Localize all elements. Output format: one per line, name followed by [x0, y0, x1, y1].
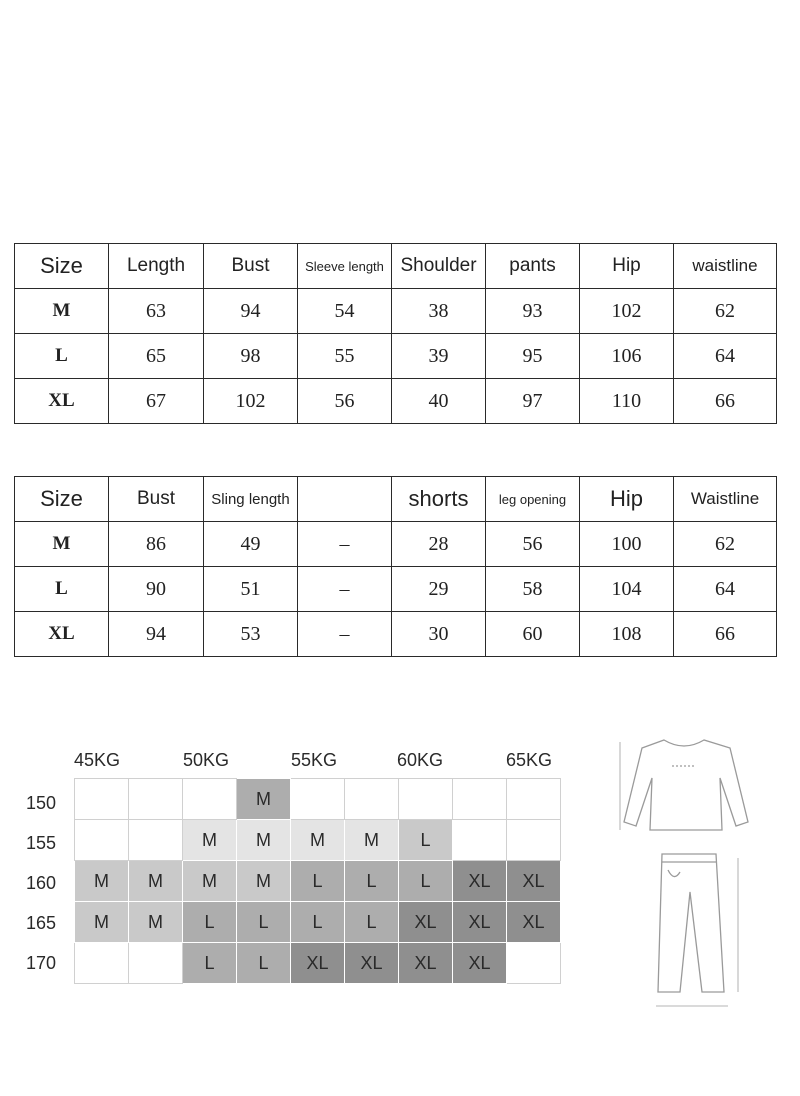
cell-hip: 106 [580, 334, 674, 379]
fit-grid-cell [507, 820, 561, 861]
height-label: 155 [26, 833, 57, 853]
fit-grid-cell [183, 779, 237, 820]
fit-grid-cell: M [129, 902, 183, 943]
fit-grid-cell: L [291, 902, 345, 943]
cell-pants: 95 [486, 334, 580, 379]
fit-grid-cell [453, 779, 507, 820]
fit-grid-cell: M [345, 820, 399, 861]
cell-length: 67 [109, 379, 204, 424]
fit-grid [74, 778, 561, 984]
cell-sleeve-length: 56 [298, 379, 392, 424]
cell-blank: – [298, 567, 392, 612]
fit-grid-cell [75, 943, 129, 984]
cell-size: L [15, 334, 109, 379]
table-row [15, 522, 777, 567]
weight-label: 50KG [183, 750, 230, 770]
cell-size: M [15, 289, 109, 334]
fit-grid-cell [75, 779, 129, 820]
header-size: Size [15, 244, 109, 289]
header-leg-opening: leg opening [486, 477, 580, 522]
fit-grid-cell: L [237, 943, 291, 984]
fit-grid-cell: XL [291, 943, 345, 984]
cell-leg-opening: 58 [486, 567, 580, 612]
weight-label: 60KG [397, 750, 444, 770]
header-length: Length [109, 244, 204, 289]
cell-shoulder: 40 [392, 379, 486, 424]
header-blank [298, 477, 392, 522]
header-sleeve-length: Sleeve length [298, 244, 392, 289]
fit-grid-row [75, 902, 561, 943]
cell-bust: 94 [204, 289, 298, 334]
cell-waistline: 64 [674, 567, 777, 612]
fit-grid-cell: L [399, 861, 453, 902]
table-header-row [15, 244, 777, 289]
cell-hip: 100 [580, 522, 674, 567]
fit-grid-cell: L [183, 902, 237, 943]
weight-label: 55KG [291, 750, 338, 770]
fit-grid-cell [507, 779, 561, 820]
fit-grid-cell [453, 820, 507, 861]
fit-grid-cell [129, 820, 183, 861]
header-bust: Bust [109, 477, 204, 522]
header-waistline: waistline [674, 244, 777, 289]
cell-bust: 102 [204, 379, 298, 424]
cell-shorts: 29 [392, 567, 486, 612]
fit-grid-row [75, 943, 561, 984]
cell-hip: 102 [580, 289, 674, 334]
cell-shorts: 30 [392, 612, 486, 657]
fit-grid-cell: M [237, 820, 291, 861]
cell-pants: 97 [486, 379, 580, 424]
cell-sling-length: 51 [204, 567, 298, 612]
height-label: 170 [26, 953, 57, 973]
cell-waistline: 66 [674, 612, 777, 657]
cell-waistline: 62 [674, 522, 777, 567]
fit-grid-cell [129, 779, 183, 820]
fit-grid-cell: M [291, 820, 345, 861]
table-row [15, 379, 777, 424]
cell-sling-length: 53 [204, 612, 298, 657]
header-shoulder: Shoulder [392, 244, 486, 289]
height-label: 150 [26, 793, 57, 813]
fit-grid-cell: XL [345, 943, 399, 984]
cell-size: XL [15, 612, 109, 657]
fit-grid-cell: M [183, 820, 237, 861]
fit-grid-cell [129, 943, 183, 984]
size-table-bottom [14, 476, 777, 657]
cell-hip: 108 [580, 612, 674, 657]
fit-grid-cell: XL [507, 861, 561, 902]
table-row [15, 612, 777, 657]
fit-grid-cell: XL [507, 902, 561, 943]
fit-grid-row [75, 861, 561, 902]
cell-shoulder: 38 [392, 289, 486, 334]
weight-label: 65KG [506, 750, 553, 770]
fit-grid-cell: XL [399, 902, 453, 943]
fit-grid-cell: M [75, 861, 129, 902]
header-size: Size [15, 477, 109, 522]
cell-shoulder: 39 [392, 334, 486, 379]
cell-sleeve-length: 55 [298, 334, 392, 379]
header-shorts: shorts [392, 477, 486, 522]
table-row [15, 567, 777, 612]
cell-bust: 98 [204, 334, 298, 379]
header-waistline: Waistline [674, 477, 777, 522]
fit-grid-cell: L [183, 943, 237, 984]
cell-bust: 90 [109, 567, 204, 612]
table-row [15, 334, 777, 379]
fit-chart [0, 740, 600, 1000]
cell-size: M [15, 522, 109, 567]
header-bust: Bust [204, 244, 298, 289]
fit-grid-cell: L [345, 902, 399, 943]
cell-leg-opening: 56 [486, 522, 580, 567]
table-row [15, 289, 777, 334]
cell-length: 65 [109, 334, 204, 379]
cell-waistline: 64 [674, 334, 777, 379]
cell-blank: – [298, 612, 392, 657]
cell-sling-length: 49 [204, 522, 298, 567]
header-pants: pants [486, 244, 580, 289]
fit-grid-cell: M [183, 861, 237, 902]
cell-hip: 104 [580, 567, 674, 612]
header-sling-length: Sling length [204, 477, 298, 522]
fit-grid-cell [507, 943, 561, 984]
height-label: 165 [26, 913, 57, 933]
cell-leg-opening: 60 [486, 612, 580, 657]
cell-length: 63 [109, 289, 204, 334]
height-label: 160 [26, 873, 57, 893]
header-hip: Hip [580, 244, 674, 289]
cell-size: XL [15, 379, 109, 424]
cell-size: L [15, 567, 109, 612]
cell-sleeve-length: 54 [298, 289, 392, 334]
fit-grid-cell: M [75, 902, 129, 943]
fit-grid-cell: M [237, 779, 291, 820]
size-table-top [14, 243, 777, 424]
cell-bust: 86 [109, 522, 204, 567]
cell-waistline: 62 [674, 289, 777, 334]
cell-blank: – [298, 522, 392, 567]
fit-grid-cell: M [129, 861, 183, 902]
fit-grid-row [75, 820, 561, 861]
weight-label: 45KG [74, 750, 121, 770]
fit-grid-cell [399, 779, 453, 820]
fit-grid-cell: L [345, 861, 399, 902]
cell-bust: 94 [109, 612, 204, 657]
fit-grid-cell: L [399, 820, 453, 861]
fit-grid-cell [345, 779, 399, 820]
garment-measurement-diagram [612, 722, 762, 1012]
table-header-row [15, 477, 777, 522]
cell-waistline: 66 [674, 379, 777, 424]
cell-pants: 93 [486, 289, 580, 334]
cell-hip: 110 [580, 379, 674, 424]
cell-shorts: 28 [392, 522, 486, 567]
pants-garment-icon [656, 854, 738, 1006]
fit-grid-cell: XL [453, 861, 507, 902]
fit-grid-cell: L [237, 902, 291, 943]
fit-grid-row [75, 779, 561, 820]
fit-grid-cell [291, 779, 345, 820]
header-hip: Hip [580, 477, 674, 522]
top-garment-icon [620, 740, 748, 830]
fit-grid-cell: XL [453, 902, 507, 943]
fit-grid-cell: M [237, 861, 291, 902]
fit-grid-cell: XL [399, 943, 453, 984]
fit-grid-cell [75, 820, 129, 861]
fit-grid-cell: L [291, 861, 345, 902]
fit-grid-cell: XL [453, 943, 507, 984]
